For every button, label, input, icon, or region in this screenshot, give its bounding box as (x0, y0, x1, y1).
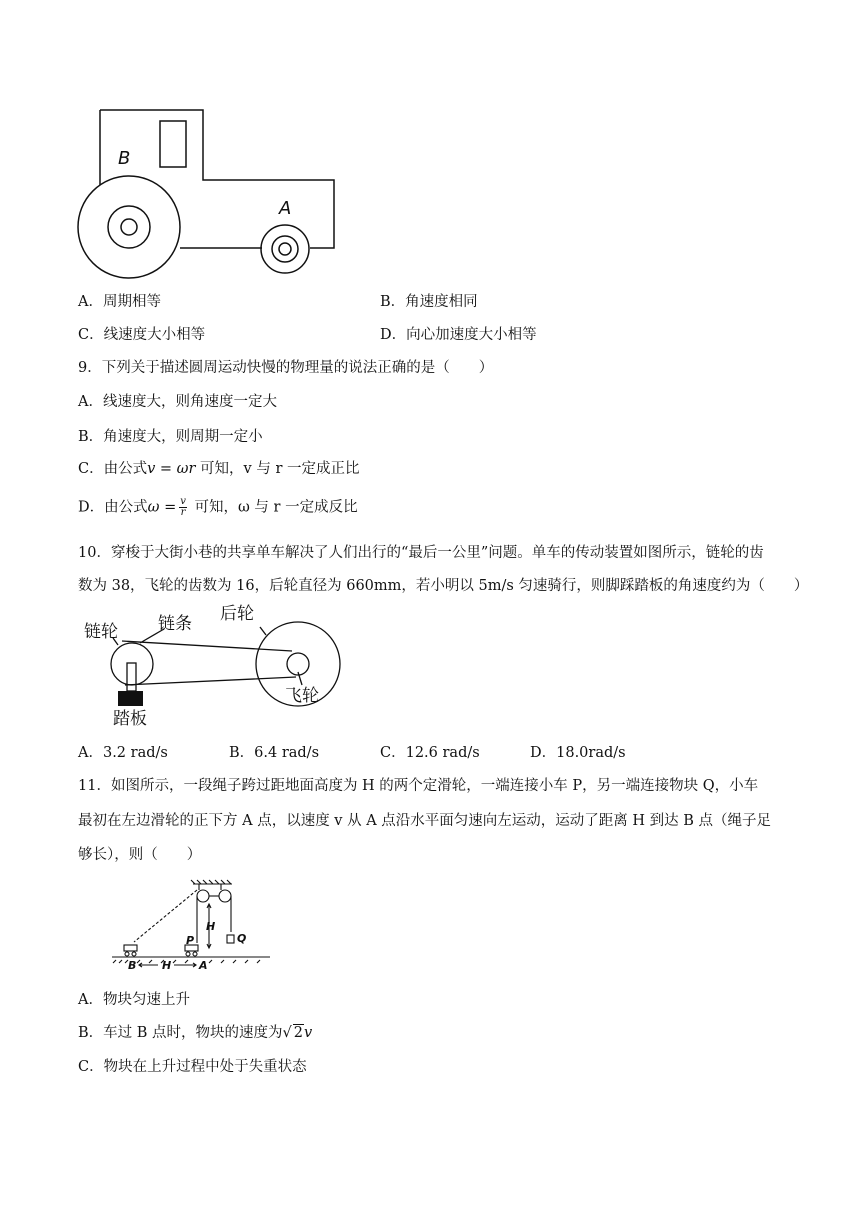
q11-stem-line2: 最初在左边滑轮的正下方 A 点，以速度 v 从 A 点沿水平面匀速向左运动，运动了距离 H 到达 B 点（绳子足 (78, 813, 772, 829)
label-pedal: 踏板 (113, 709, 147, 729)
tractor-figure (0, 0, 860, 300)
q10-option-d: D．18.0rad/s (530, 745, 626, 761)
q10-option-c: C．12.6 rad/s (380, 745, 480, 761)
label-H-vertical: H (206, 920, 216, 933)
label-H-horizontal: H (162, 959, 172, 972)
label-rear-wheel: 后轮 (220, 604, 254, 624)
q10-option-a: A．3.2 rad/s (78, 745, 168, 761)
label-B: B (118, 148, 131, 169)
sqrt-symbol: √ (282, 1025, 292, 1041)
q9-option-d: D．由公式ω = $\frac{v}{r}$ 可知，ω 与 r 一定成反比 (78, 496, 358, 518)
label-flywheel: 飞轮 (285, 686, 319, 706)
q11-option-b: B．车过 B 点时，物块的速度为√ 2v (78, 1025, 313, 1041)
q10-stem-line1: 10．穿梭于大街小巷的共享单车解决了人们出行的“最后一公里”问题。单车的传动装置如图所示，链轮的齿 (78, 545, 764, 561)
q9-option-c: C．由公式v = ωr 可知，v 与 r 一定成正比 (78, 461, 360, 477)
label-A: A (279, 198, 292, 219)
q9-option-b: B．角速度大，则周期一定小 (78, 429, 263, 445)
q10-option-b: B．6.4 rad/s (229, 745, 320, 761)
q11-option-a: A．物块匀速上升 (78, 992, 190, 1008)
label-P: P (186, 934, 195, 947)
bicycle-transmission-figure (0, 595, 860, 745)
label-chain: 链条 (158, 614, 192, 634)
label-Q: Q (237, 932, 247, 945)
pulley-cart-figure (0, 878, 860, 978)
label-B: B (128, 959, 137, 972)
q11-stem-line3: 够长），则（ ） (78, 847, 202, 863)
q8-option-c: C．线速度大小相等 (78, 327, 206, 343)
q8-option-b: B．角速度相同 (380, 294, 478, 310)
label-A: A (199, 959, 208, 972)
q11-stem-line1: 11．如图所示，一段绳子跨过距地面高度为 H 的两个定滑轮，一端连接小车 P，另一端连接物块 Q，小车 (78, 778, 759, 794)
q8-option-d: D．向心加速度大小相等 (380, 327, 537, 343)
fraction-v-over-r: $\frac{v}{r}$ (180, 496, 186, 518)
q8-option-a: A．周期相等 (78, 294, 161, 310)
q11-option-c: C．物块在上升过程中处于失重状态 (78, 1059, 307, 1075)
formula-v-omega-r: v = ωr (147, 461, 196, 477)
q10-stem-line2: 数为 38，飞轮的齿数为 16，后轮直径为 660mm，若小明以 5m/s 匀速骑行，则脚踩踏板的角速度约为（ ） (78, 578, 809, 594)
q9-option-a: A．线速度大，则角速度一定大 (78, 394, 277, 410)
label-chainring: 链轮 (84, 622, 118, 642)
q9-stem: 9．下列关于描述圆周运动快慢的物理量的说法正确的是（ ） (78, 360, 494, 376)
